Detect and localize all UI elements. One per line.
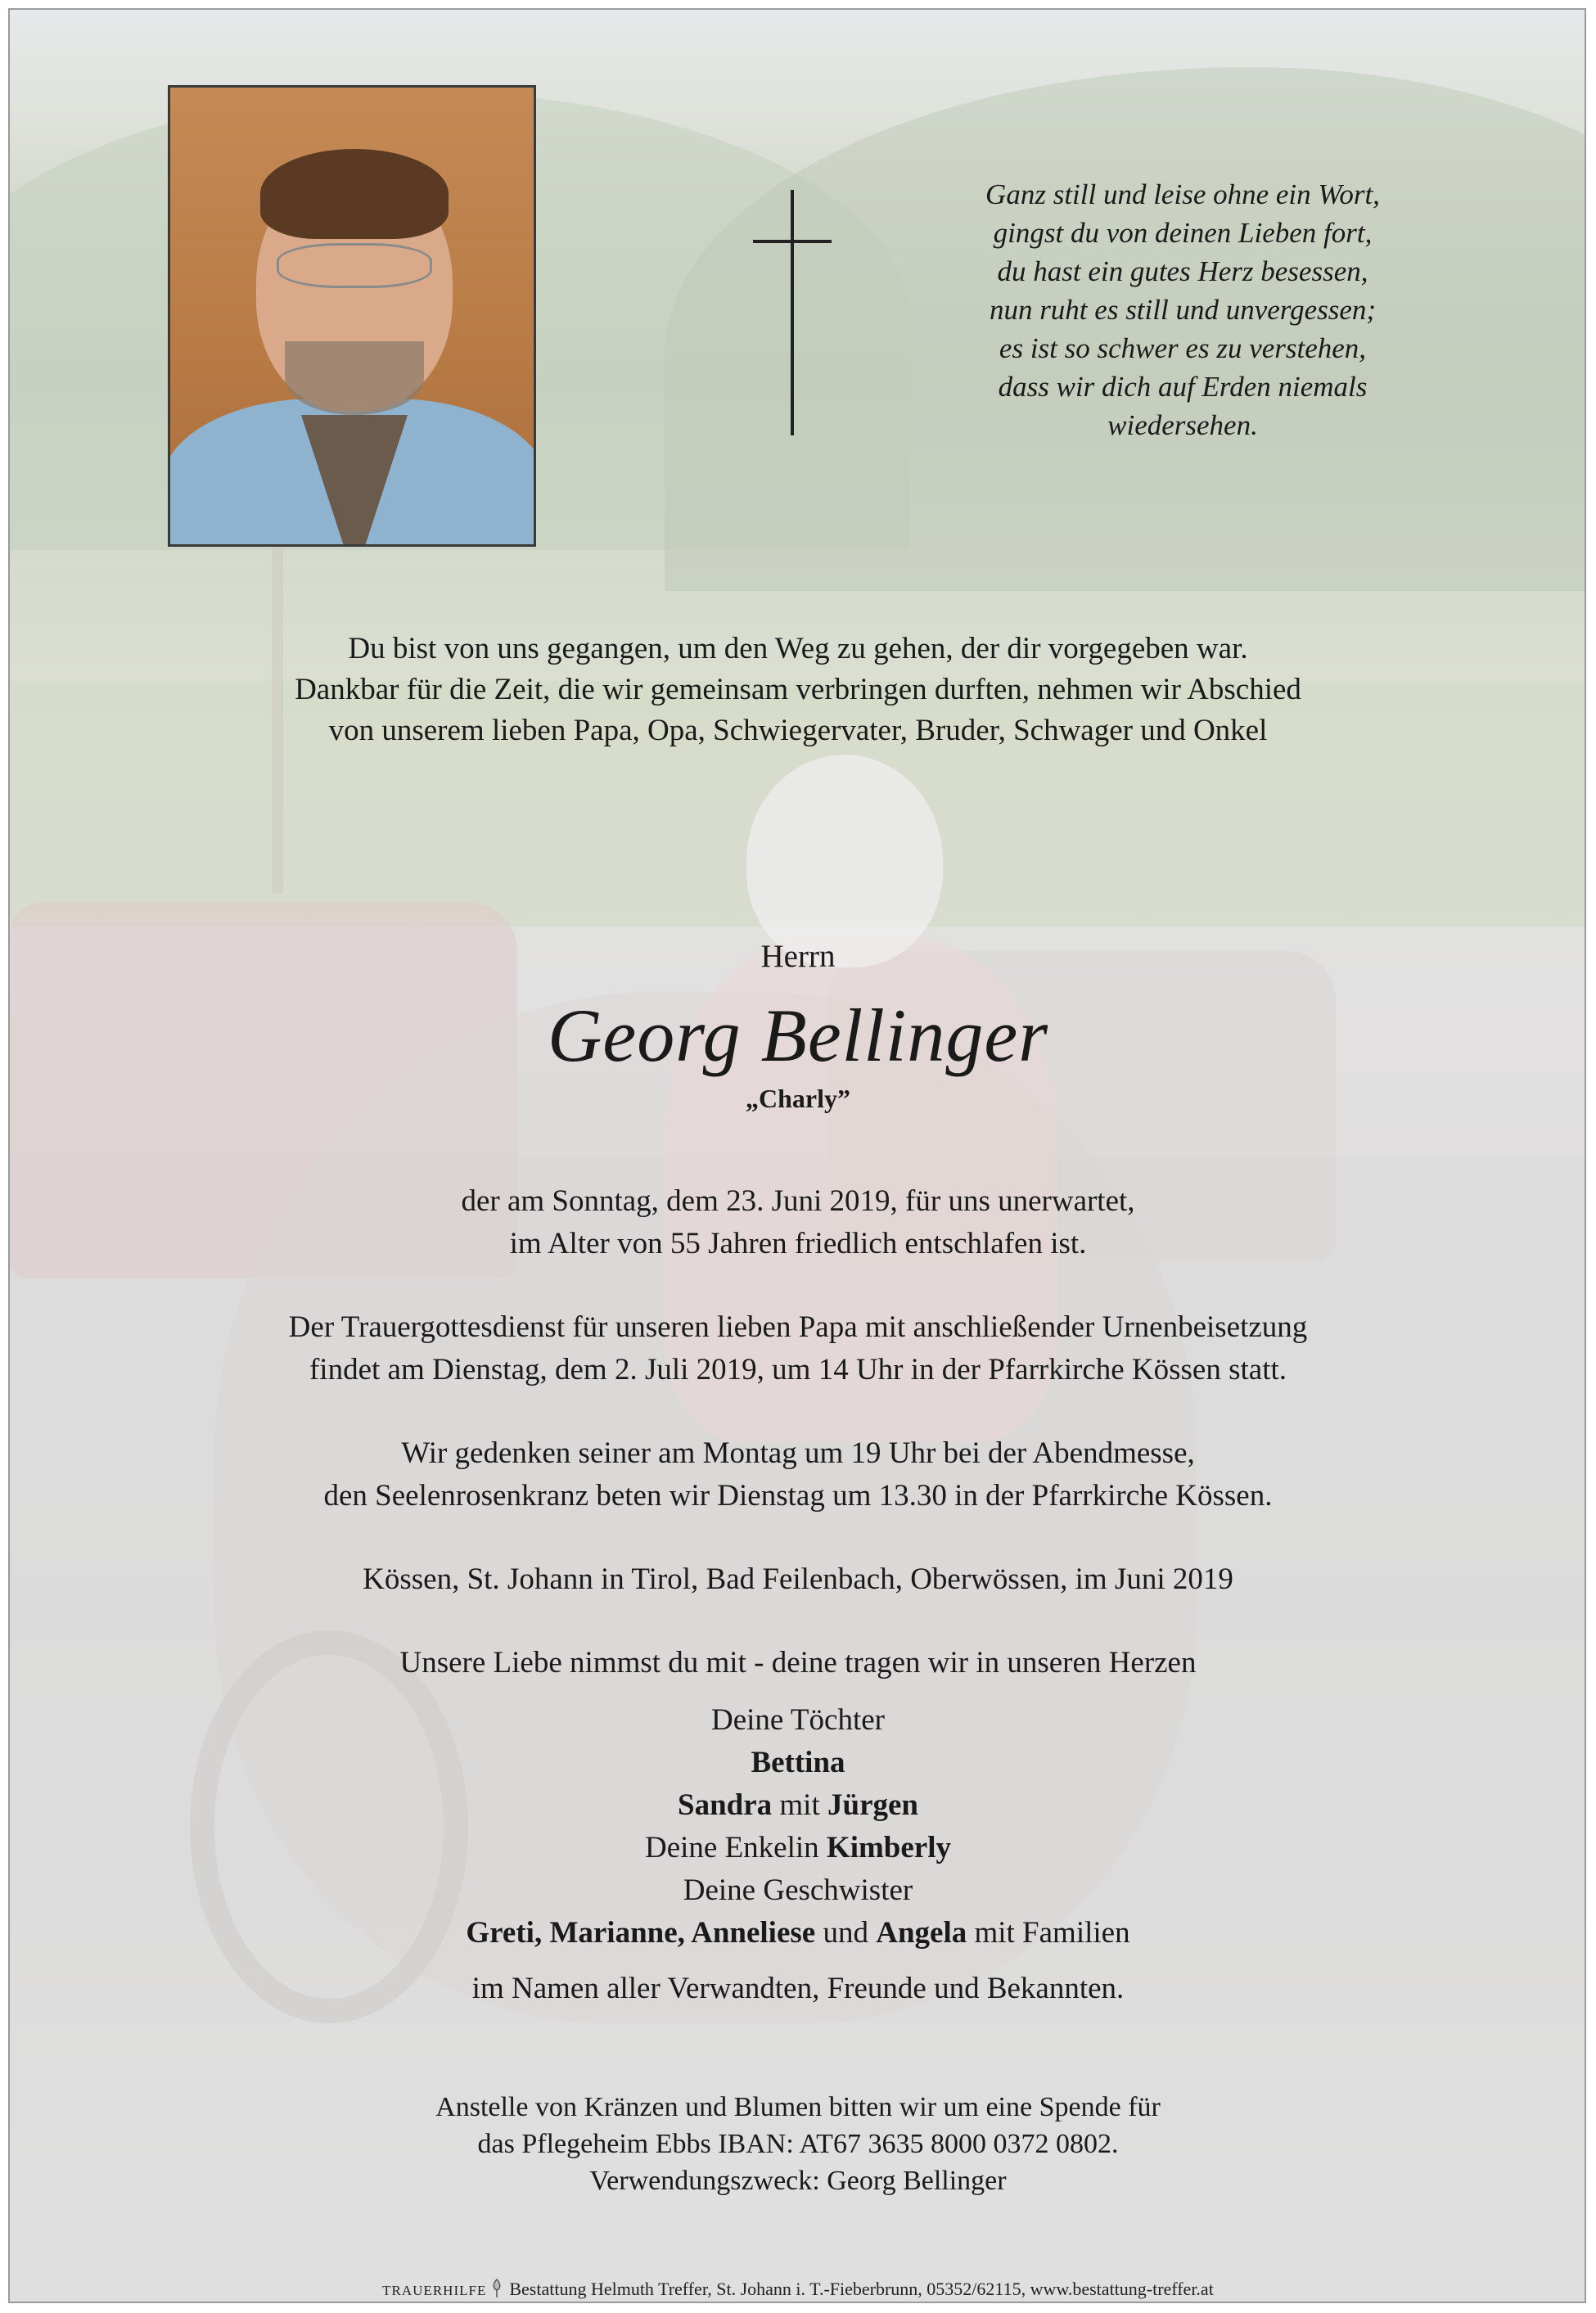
mourners-list [0,1699,1596,1955]
intro-text [0,629,1596,751]
memorial-mass-info [0,1432,1596,1517]
love-line: Unsere Liebe nimmst du mit - deine tragen wir in unseren Herzen [399,1646,1197,1680]
mourner-row [0,1742,1596,1784]
mourner-name: Greti, Marianne, Anneliese [466,1916,816,1950]
mass-line: Wir gedenken seiner am Montag um 19 Uhr bei der Abendmesse, [401,1436,1195,1470]
service-line: Der Trauergottesdienst für unseren lieben Papa mit anschließender Urnenbeisetzung [288,1310,1308,1344]
mourner-row [0,1784,1596,1827]
poem-line: Ganz still und leise ohne ein Wort, [985,178,1380,210]
memorial-poem [884,175,1481,444]
poem-line: nun ruht es still und unvergessen; [989,294,1377,326]
cross-icon-bar [753,240,832,243]
poem-line: es ist so schwer es zu verstehen, [999,332,1367,364]
donation-line: das Pflegeheim Ebbs IBAN: AT67 3635 8000 0372 0802. [477,2129,1119,2159]
nickname: „Charly” [746,1084,850,1113]
funeral-logo-icon [491,2279,503,2298]
donation-line: Anstelle von Kränzen und Blumen bitten wir um eine Spende für [435,2092,1161,2122]
portrait-hair [260,149,449,239]
service-line: findet am Dienstag, dem 2. Juli 2019, um 14 Uhr in der Pfarrkirche Kössen statt. [309,1353,1287,1386]
connector-text: und [823,1916,868,1950]
daughters-label: Deine Töchter [711,1703,885,1737]
death-line: im Alter von 55 Jahren friedlich entschlafen ist. [509,1227,1087,1260]
mourner-row [0,1912,1596,1955]
mourner-name: Kimberly [826,1831,952,1864]
donation-notice [0,2089,1596,2199]
footer-imprint [0,2277,1596,2303]
portrait-beard [285,341,424,415]
poem-line: gingst du von deinen Lieben fort, [993,217,1373,249]
salutation: Herrn [760,939,836,974]
poem-line: dass wir dich auf Erden niemals [998,371,1368,403]
connector-text: mit [779,1788,820,1822]
portrait-photo [168,85,536,547]
intro-line: Du bist von uns gegangen, um den Weg zu gehen, der dir vorgegeben war. [348,632,1248,665]
mourner-name: Bettina [751,1746,845,1779]
intro-line: von unserem lieben Papa, Opa, Schwiegervater, Bruder, Schwager und Onkel [328,714,1268,747]
footer-brand: TRAUERHILFE [382,2283,487,2298]
footer-text: Bestattung Helmuth Treffer, St. Johann i. T.-Fieberbrunn, 05352/62115, www.bestattung-treffer.at [509,2279,1214,2299]
cross-icon [791,190,794,435]
mourner-name: Jürgen [827,1788,918,1822]
poem-line: wiedersehen. [1107,409,1258,441]
mourner-row [0,1827,1596,1869]
intro-line: Dankbar für die Zeit, die wir gemeinsam verbringen durften, nehmen wir Abschied [295,673,1301,706]
poem-line: du hast ein gutes Herz besessen, [997,255,1368,287]
siblings-label: Deine Geschwister [683,1873,913,1907]
portrait-glasses [277,243,432,288]
death-line: der am Sonntag, dem 23. Juni 2019, für uns unerwartet, [461,1184,1135,1218]
grandchild-label: Deine Enkelin [644,1831,819,1864]
mourner-name: Sandra [678,1788,773,1822]
places-date: Kössen, St. Johann in Tirol, Bad Feilenbach, Oberwössen, im Juni 2019 [363,1562,1233,1596]
connector-text: mit Familien [974,1916,1130,1950]
funeral-service-info [0,1306,1596,1391]
donation-line: Verwendungszweck: Georg Bellinger [589,2166,1007,2196]
deceased-name: Georg Bellinger [547,994,1048,1077]
death-notice [0,1180,1596,1265]
mourner-name: Angela [876,1916,967,1950]
closing-line: im Namen aller Verwandten, Freunde und Bekannten. [471,1972,1125,2005]
mass-line: den Seelenrosenkranz beten wir Dienstag um 13.30 in der Pfarrkirche Kössen. [323,1479,1273,1513]
